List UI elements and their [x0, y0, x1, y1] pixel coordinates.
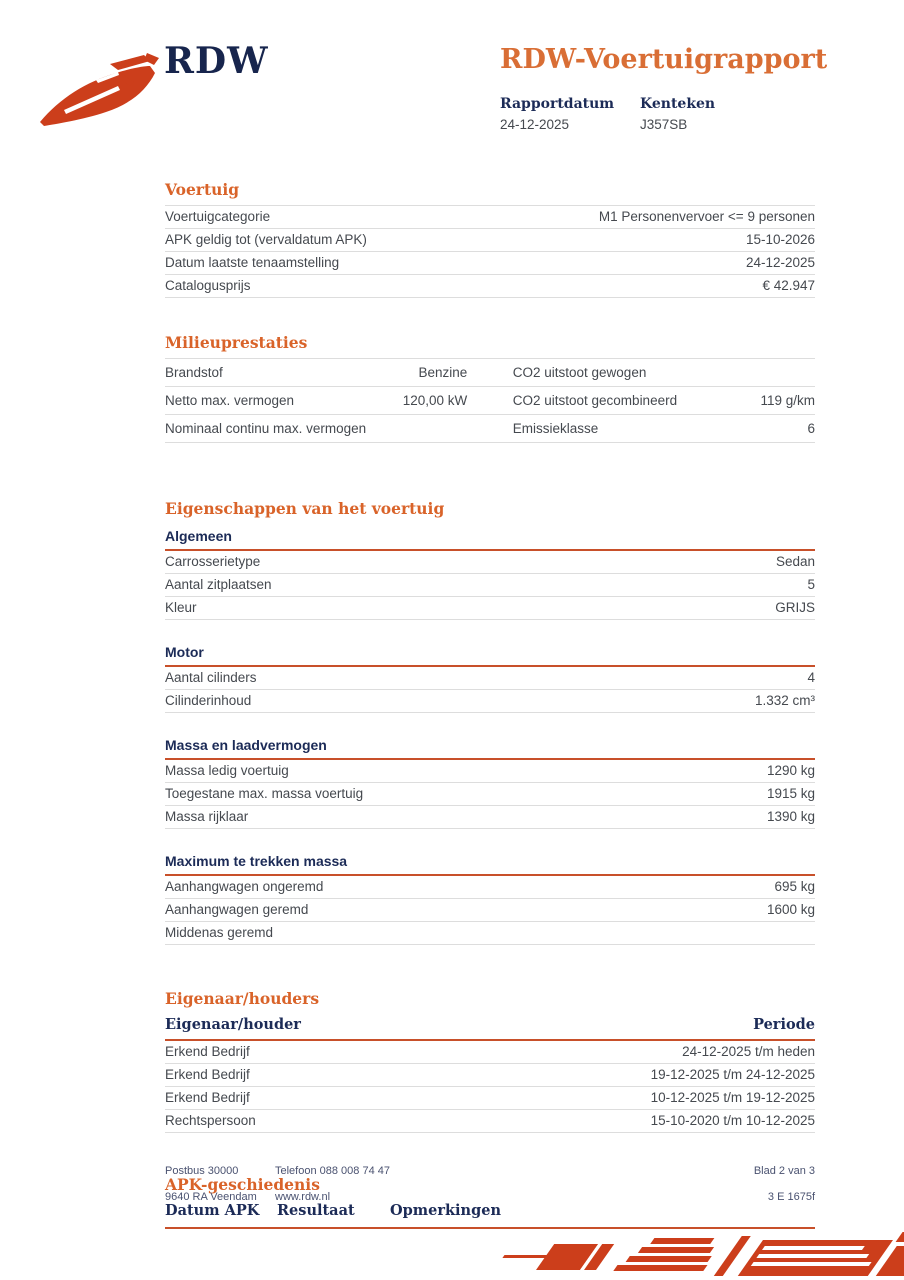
- row-label: Netto max. vermogen: [165, 393, 295, 408]
- table-row: [165, 922, 815, 945]
- subsection-rows: [165, 876, 815, 945]
- rdw-feather-icon: [38, 46, 163, 128]
- table-row: [165, 760, 815, 783]
- table-row: [165, 206, 815, 229]
- row-label: Voertuigcategorie: [165, 209, 271, 224]
- row-value: € 42.947: [762, 278, 815, 293]
- row-label: Aantal cilinders: [165, 670, 257, 685]
- row-label: Erkend Bedrijf: [165, 1044, 250, 1059]
- row-pair-left: [165, 393, 467, 408]
- table-row: [165, 229, 815, 252]
- row-value: 15-10-2020 t/m 10-12-2025: [650, 1113, 815, 1128]
- row-label: Cilinderinhoud: [165, 693, 252, 708]
- row-label: Carrosserietype: [165, 554, 261, 569]
- table-row: [165, 1041, 815, 1064]
- row-value: 24-12-2025 t/m heden: [682, 1044, 815, 1059]
- section-heading-voertuig: Voertuig: [165, 180, 240, 199]
- row-value: M1 Personenvervoer <= 9 personen: [598, 209, 815, 224]
- speed-marks-graphic: [484, 1230, 904, 1280]
- footer-row: [165, 1191, 815, 1203]
- row-value: Sedan: [775, 554, 815, 569]
- table-row: [165, 667, 815, 690]
- table-row: [165, 574, 815, 597]
- table-row: [165, 597, 815, 620]
- license-plate-block: [640, 96, 780, 132]
- row-value: 120,00 kW: [402, 393, 468, 408]
- row-pair-left: [165, 365, 467, 380]
- table-row: [165, 690, 815, 713]
- row-label: Aanhangwagen geremd: [165, 902, 309, 917]
- footer-phone: Telefoon 088 008 74 47: [275, 1165, 390, 1177]
- table-row: [165, 359, 815, 387]
- section-heading-eigenaar-houders: Eigenaar/houders: [165, 989, 320, 1008]
- row-label: Massa rijklaar: [165, 809, 249, 824]
- report-date-block: [500, 96, 640, 132]
- row-label: Erkend Bedrijf: [165, 1067, 250, 1082]
- table-row: [165, 899, 815, 922]
- row-value: 6: [807, 421, 815, 436]
- section-rows: [165, 1041, 815, 1133]
- row-value: 5: [807, 577, 815, 592]
- subsection-rows: [165, 760, 815, 829]
- table-row: [165, 806, 815, 829]
- footer-form-code: 3 E 1675f: [767, 1191, 815, 1203]
- row-label: Datum laatste tenaamstelling: [165, 255, 340, 270]
- row-value: 15-10-2026: [745, 232, 815, 247]
- row-pair-right: [513, 365, 815, 380]
- column-header: Datum APK: [165, 1202, 260, 1219]
- row-label: Middenas geremd: [165, 925, 274, 940]
- table-row: [165, 415, 815, 443]
- section-eigenaar-houders: [165, 989, 815, 1133]
- table-row: [165, 252, 815, 275]
- row-value: 10-12-2025 t/m 19-12-2025: [650, 1090, 815, 1105]
- row-label: Catalogusprijs: [165, 278, 251, 293]
- row-label: Rechtspersoon: [165, 1113, 256, 1128]
- subsection-title: Massa en laadvermogen: [165, 737, 815, 760]
- row-label: Toegestane max. massa voertuig: [165, 786, 364, 801]
- footer-page-number: Blad 2 van 3: [753, 1165, 815, 1177]
- subsection-maximum-te-trekken-massa: [165, 853, 815, 945]
- subsection-motor: [165, 644, 815, 713]
- subsection-algemeen: [165, 528, 815, 620]
- report-meta: [500, 96, 780, 132]
- table-row: [165, 387, 815, 415]
- section-rows: [165, 358, 815, 443]
- page-title: RDW-Voertuigrapport: [500, 44, 828, 75]
- license-plate-label: Kenteken: [640, 96, 716, 112]
- report-date-value: 24-12-2025: [500, 117, 570, 132]
- row-label: Kleur: [165, 600, 197, 615]
- section-heading-milieuprestaties: Milieuprestaties: [165, 333, 308, 352]
- section-milieuprestaties: [165, 333, 815, 443]
- row-value: 4: [807, 670, 815, 685]
- subsection-title: Algemeen: [165, 528, 815, 551]
- row-label: Nominaal continu max. vermogen: [165, 421, 367, 436]
- footer-row: [165, 1165, 815, 1177]
- row-pair-right: [513, 421, 815, 436]
- table-row: [165, 783, 815, 806]
- table-row: [165, 876, 815, 899]
- subsection-title: Motor: [165, 644, 815, 667]
- row-label: CO2 uitstoot gewogen: [512, 365, 647, 380]
- row-label: Emissieklasse: [512, 421, 599, 436]
- row-label: APK geldig tot (vervaldatum APK): [165, 232, 367, 247]
- rdw-logo: [38, 38, 269, 128]
- row-label: Erkend Bedrijf: [165, 1090, 250, 1105]
- column-header: Opmerkingen: [390, 1202, 501, 1219]
- row-value: 1600 kg: [766, 902, 815, 917]
- page-footer: [165, 1165, 815, 1217]
- row-pair-right: [513, 393, 815, 408]
- row-label: Brandstof: [165, 365, 223, 380]
- section-heading-apk-geschiedenis: APK-geschiedenis: [165, 1175, 320, 1194]
- row-value: 1290 kg: [766, 763, 815, 778]
- row-label: Massa ledig voertuig: [165, 763, 289, 778]
- rdw-logo-text: RDW: [164, 40, 269, 82]
- row-value: 1.332 cm³: [754, 693, 815, 708]
- subsection-massa-en-laadvermogen: [165, 737, 815, 829]
- subsection-title: Maximum te trekken massa: [165, 853, 815, 876]
- subsection-rows: [165, 551, 815, 620]
- section-eigenschappen: [165, 499, 815, 945]
- footer-postbus: Postbus 30000: [165, 1165, 239, 1177]
- row-value: 119 g/km: [760, 393, 815, 408]
- column-header: Resultaat: [277, 1202, 355, 1219]
- row-value: 1915 kg: [766, 786, 815, 801]
- section-rows: [165, 205, 815, 298]
- table-row: [165, 1064, 815, 1087]
- section-heading-eigenschappen: Eigenschappen van het voertuig: [165, 499, 445, 518]
- row-label: CO2 uitstoot gecombineerd: [512, 393, 678, 408]
- table-row: [165, 275, 815, 298]
- column-header: Periode: [753, 1016, 815, 1033]
- license-plate-value: J357SB: [640, 117, 688, 132]
- report-body: [165, 180, 815, 1229]
- row-value: 695 kg: [774, 879, 815, 894]
- report-date-label: Rapportdatum: [500, 96, 615, 112]
- table-header: [165, 1014, 815, 1041]
- row-label: Aantal zitplaatsen: [165, 577, 272, 592]
- row-value: GRIJS: [775, 600, 815, 615]
- subsection-rows: [165, 667, 815, 713]
- section-voertuig: [165, 180, 815, 298]
- row-label: Aanhangwagen ongeremd: [165, 879, 324, 894]
- row-value: Benzine: [418, 365, 468, 380]
- row-value: 24-12-2025: [745, 255, 815, 270]
- row-value: 1390 kg: [766, 809, 815, 824]
- column-header: Eigenaar/houder: [165, 1016, 301, 1033]
- row-pair-left: [165, 421, 467, 436]
- table-row: [165, 1110, 815, 1133]
- row-value: 19-12-2025 t/m 24-12-2025: [650, 1067, 815, 1082]
- footer-city: 9640 RA Veendam: [165, 1191, 257, 1203]
- footer-website: www.rdw.nl: [275, 1191, 331, 1203]
- table-row: [165, 551, 815, 574]
- table-row: [165, 1087, 815, 1110]
